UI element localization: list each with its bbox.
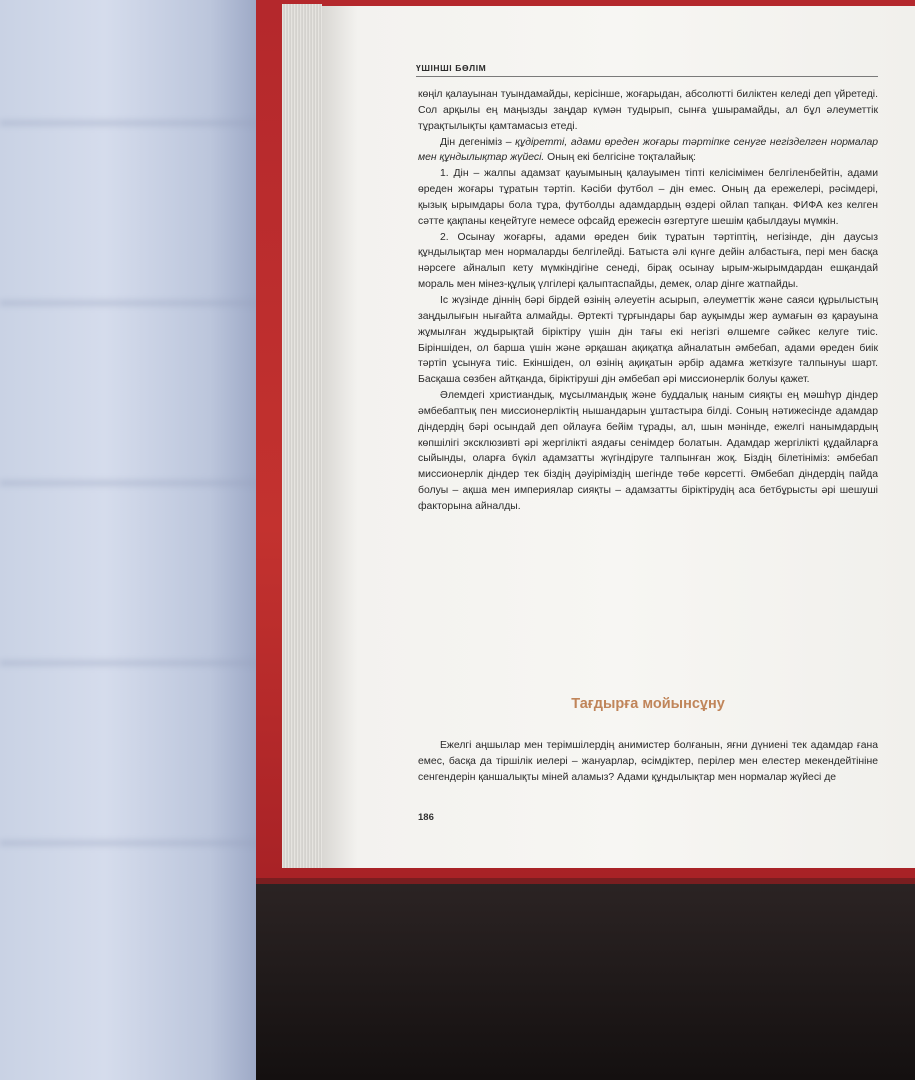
section-label: ҮШІНШІ БӨЛІМ bbox=[416, 63, 487, 73]
section-heading: Тағдырға мойынсұну bbox=[571, 696, 725, 712]
page-edges bbox=[282, 4, 322, 868]
paragraph: көңіл қалауынан туындамайды, керісінше, жоғарыдан, абсолютті биліктен келеді деп үйретеді. Сол арқылы ең маңызды заңдар күмән тудырып, сынға ұшырамайды, ал бұл әлеуметтік тұрақтылықты қамтамасыз етеді. bbox=[418, 89, 878, 132]
paragraph: Іс жүзінде діннің бәрі бірдей өзінің әлеуетін асырып, әлеуметтік және саяси құрылыстың заңдылығын нығайта алмайды. Әртекті тұрғындары бар ауқымды жер аумағын өз қарауына жұмылған жұдырықтай біріктіру үшін дін тағы екі негізгі өлшемге сәйкес келуге тиіс. Біріншіден, ол барша үшін және әрқашан ақиқатқа айналатын әмбебап, адами өреден биік тәртіп ұсынуға тиіс. Екіншіден, ол өзінің ақиқатын әрбір адамға жеткізуге талпынуы шарт. Басқаша сөзбен айтқанда, біріктіруші дін әмбебап әрі миссионерлік болуы қажет. bbox=[418, 294, 878, 386]
definition-italic: құдіретті, адами өреден жоғары тәртіпке сенуге негізделген нормалар мен құндылықтар жүйесі. bbox=[418, 136, 879, 164]
page-number: 186 bbox=[418, 812, 434, 823]
blurred-left-page bbox=[0, 0, 262, 1080]
paragraph: Әлемдегі христиандық, мұсылмандық және буддалық наным сияқты ең мәшһүр діндер әмбебаптық пен миссионерліктің нышандарын ұштастыра білді. Соның нәтижесінде адамдар діндердің бәрі осындай деп ойлауға бейім тұрады, ал, шын мәнінде, ежелгі нанымдардың көпшілігі эксклюзивті әрі жергілікті аядағы сенімдер болатын. Адамдар жергілікті құдайларға сыйынды, оларға бүкіл адамзатты жүгіндіруге талпынған жоқ. Біздің білетініміз: әмбебап миссионерлік діндер тек біздің дәуіріміздің шегінде төбе көрсетті. Әмбебап діндердің пайда болуы – ақша мен империялар сияқты – адамзатты біріктірудің аса бетбұрысты әрі шешуші факторына айналды. bbox=[418, 390, 878, 512]
paragraph: 1. Дін – жалпы адамзат қауымының қалауымен тіпті келісімімен белгіленбейтін, адами өреден жоғары тұратын тәртіп. Кәсіби футбол – дін емес. Оның да ережелері, рәсімдері, қызық ырымдары бола тұра, футболды адамдардың өздері ойлап тапқан. ФИФА кез келген сәтте қақпаны кеңейтуге немесе офсайд ережесін өзгертуге шешім қабылдауы мүмкін. bbox=[418, 168, 878, 227]
section-body-text bbox=[418, 738, 878, 786]
definition-paragraph: Дін дегеніміз – құдіретті, адами өреден жоғары тәртіпке сенуге негізделген нормалар мен құндылықтар жүйесі. Оның екі белгісіне тоқталайық: bbox=[418, 136, 879, 164]
running-header bbox=[416, 58, 878, 77]
table-surface bbox=[256, 878, 915, 1080]
paragraph: Ежелгі аңшылар мен терімшілердің анимистер болғанын, яғни дүниені тек адамдар ғана емес, басқа да тіршілік иелері – жануарлар, өсімдіктер, перілер мен елестер мекендейтініне сенгендерін қаншалықты міней аламыз? Адами құндылықтар мен нормалар жүйесі де bbox=[418, 740, 878, 783]
body-text bbox=[418, 87, 878, 515]
paragraph: 2. Осынау жоғарғы, адами өреден биік тұратын тәртіптің, негізінде, дін даусыз құндылықтар мен нормаларды белгілейді. Батыста әлі күнге дейін албастыға, пері мен басқа нәрсеге айналып кету мүмкіндігіне сенеді, бірақ осынау ырым-жырымдардан ешқандай мораль мен мінез-құлық үлгілері қалыптаспайды, демек, олар дінге жатпайды. bbox=[418, 231, 878, 291]
